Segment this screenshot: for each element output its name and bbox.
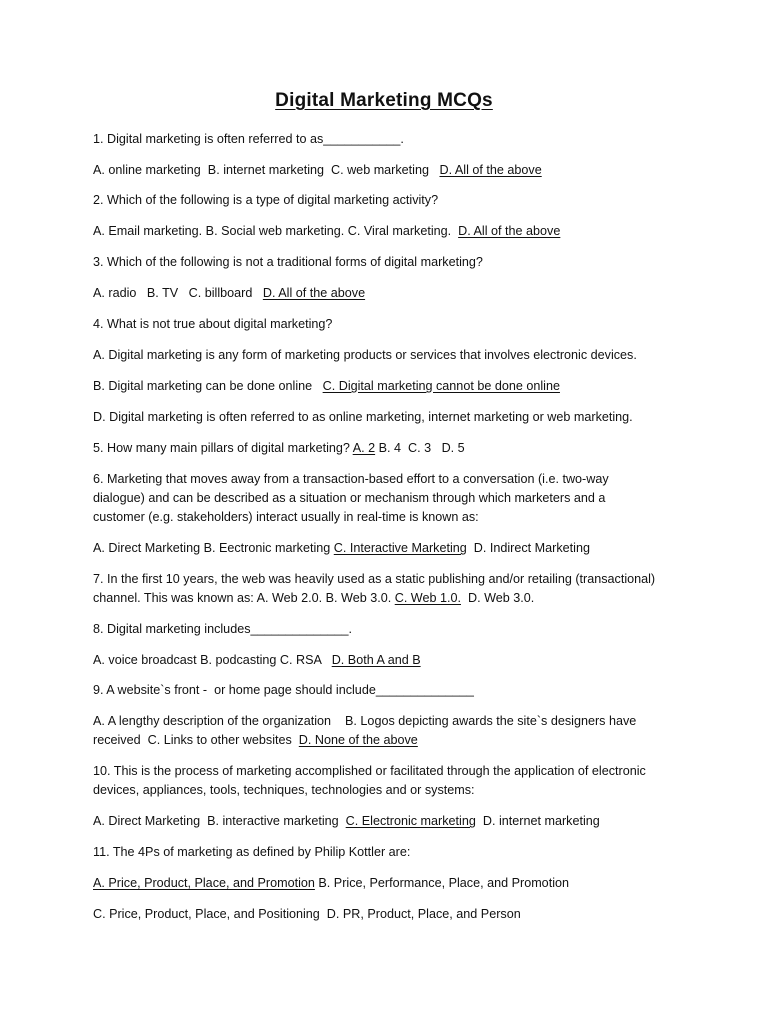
correct-answer: C. Interactive Marketing — [333, 541, 467, 555]
options-text: B. Digital marketing can be done online — [93, 379, 323, 393]
options-text: D. Web 3.0. — [460, 591, 535, 605]
question-text: 7. In the first 10 years, the web was heavily used as a static publishing and/or retailing (transactional) — [93, 572, 656, 586]
options-text: A. Email marketing. B. Social web marketing. C. Viral marketing. — [93, 224, 459, 238]
question-6-line-2 — [93, 489, 693, 508]
correct-answer: D. None of the above — [298, 733, 418, 747]
options-text: D. Digital marketing is often referred to as online marketing, internet marketing or web marketing. — [93, 410, 633, 424]
answers-10 — [93, 812, 693, 831]
correct-answer: A. 2 — [352, 441, 376, 455]
correct-answer: D. Both A and B — [331, 653, 421, 667]
question-text: channel. This was known as: A. Web 2.0. B. Web 3.0. — [93, 591, 395, 605]
options-text: A. Direct Marketing B. interactive marketing — [93, 814, 346, 828]
answers-3 — [93, 284, 693, 303]
options-text: B. Price, Performance, Place, and Promotion — [314, 876, 569, 890]
question-text: 10. This is the process of marketing accomplished or facilitated through the application of electronic — [93, 764, 646, 778]
question-3 — [93, 253, 693, 272]
page-title: Digital Marketing MCQs — [275, 90, 493, 111]
correct-answer: C. Web 1.0. — [394, 591, 461, 605]
question-11 — [93, 843, 693, 862]
question-text: 2. Which of the following is a type of digital marketing activity? — [93, 193, 439, 207]
question-8 — [93, 620, 693, 639]
options-text: received C. Links to other websites — [93, 733, 299, 747]
answer-4b — [93, 377, 693, 396]
question-text: 11. The 4Ps of marketing as defined by Philip Kottler are: — [93, 845, 411, 859]
question-text: 6. Marketing that moves away from a transaction-based effort to a conversation (i.e. two-way — [93, 472, 609, 486]
options-text: A. Digital marketing is any form of marketing products or services that involves electronic devices. — [93, 348, 637, 362]
answers-2 — [93, 222, 693, 241]
options-text: A. online marketing B. internet marketing C. web marketing — [93, 163, 440, 177]
options-text: A. voice broadcast B. podcasting C. RSA — [93, 653, 332, 667]
question-10-line-2 — [93, 781, 693, 800]
answers-11 — [93, 874, 693, 893]
answer-4d — [93, 408, 693, 427]
answers-11-line-2 — [93, 905, 693, 924]
options-text: D. Indirect Marketing — [466, 541, 590, 555]
answers-9-line-1 — [93, 712, 693, 731]
correct-answer: D. All of the above — [439, 163, 542, 177]
question-5 — [93, 439, 693, 458]
question-9 — [93, 681, 693, 700]
question-4 — [93, 315, 693, 334]
question-2 — [93, 191, 693, 210]
question-6-line-3 — [93, 508, 693, 527]
question-6-line-1 — [93, 470, 693, 489]
question-text: 9. A website`s front - or home page should include______________ — [93, 683, 474, 697]
question-text: 4. What is not true about digital marketing? — [93, 317, 333, 331]
answer-4a — [93, 346, 693, 365]
correct-answer: D. All of the above — [262, 286, 366, 300]
options-text: A. radio B. TV C. billboard — [93, 286, 263, 300]
options-text: C. Price, Product, Place, and Positioning D. PR, Product, Place, and Person — [93, 907, 521, 921]
options-text: A. Direct Marketing B. Eectronic marketing — [93, 541, 334, 555]
question-text: dialogue) and can be described as a situation or mechanism through which marketers and a — [93, 491, 606, 505]
question-10-line-1 — [93, 762, 693, 781]
options-text: D. internet marketing — [475, 814, 600, 828]
question-text: 3. Which of the following is not a traditional forms of digital marketing? — [93, 255, 483, 269]
question-7-line-1 — [93, 570, 693, 589]
question-1 — [93, 130, 693, 149]
correct-answer: A. Price, Product, Place, and Promotion — [93, 876, 315, 890]
question-text: 5. How many main pillars of digital marketing? — [93, 441, 353, 455]
answers-8 — [93, 651, 693, 670]
correct-answer: C. Electronic marketing — [345, 814, 476, 828]
question-text: 1. Digital marketing is often referred to as___________. — [93, 132, 404, 146]
options-text: A. A lengthy description of the organization B. Logos depicting awards the site`s designers have — [93, 714, 637, 728]
correct-answer: C. Digital marketing cannot be done online — [322, 379, 560, 393]
answers-1 — [93, 161, 693, 180]
options-text: B. 4 C. 3 D. 5 — [375, 441, 465, 455]
answers-9-line-2 — [93, 731, 693, 750]
question-text: devices, appliances, tools, techniques, technologies and or systems: — [93, 783, 475, 797]
correct-answer: D. All of the above — [458, 224, 561, 238]
question-text: 8. Digital marketing includes______________. — [93, 622, 353, 636]
question-text: customer (e.g. stakeholders) interact usually in real-time is known as: — [93, 510, 479, 524]
question-7-line-2 — [93, 589, 693, 608]
answers-6 — [93, 539, 693, 558]
